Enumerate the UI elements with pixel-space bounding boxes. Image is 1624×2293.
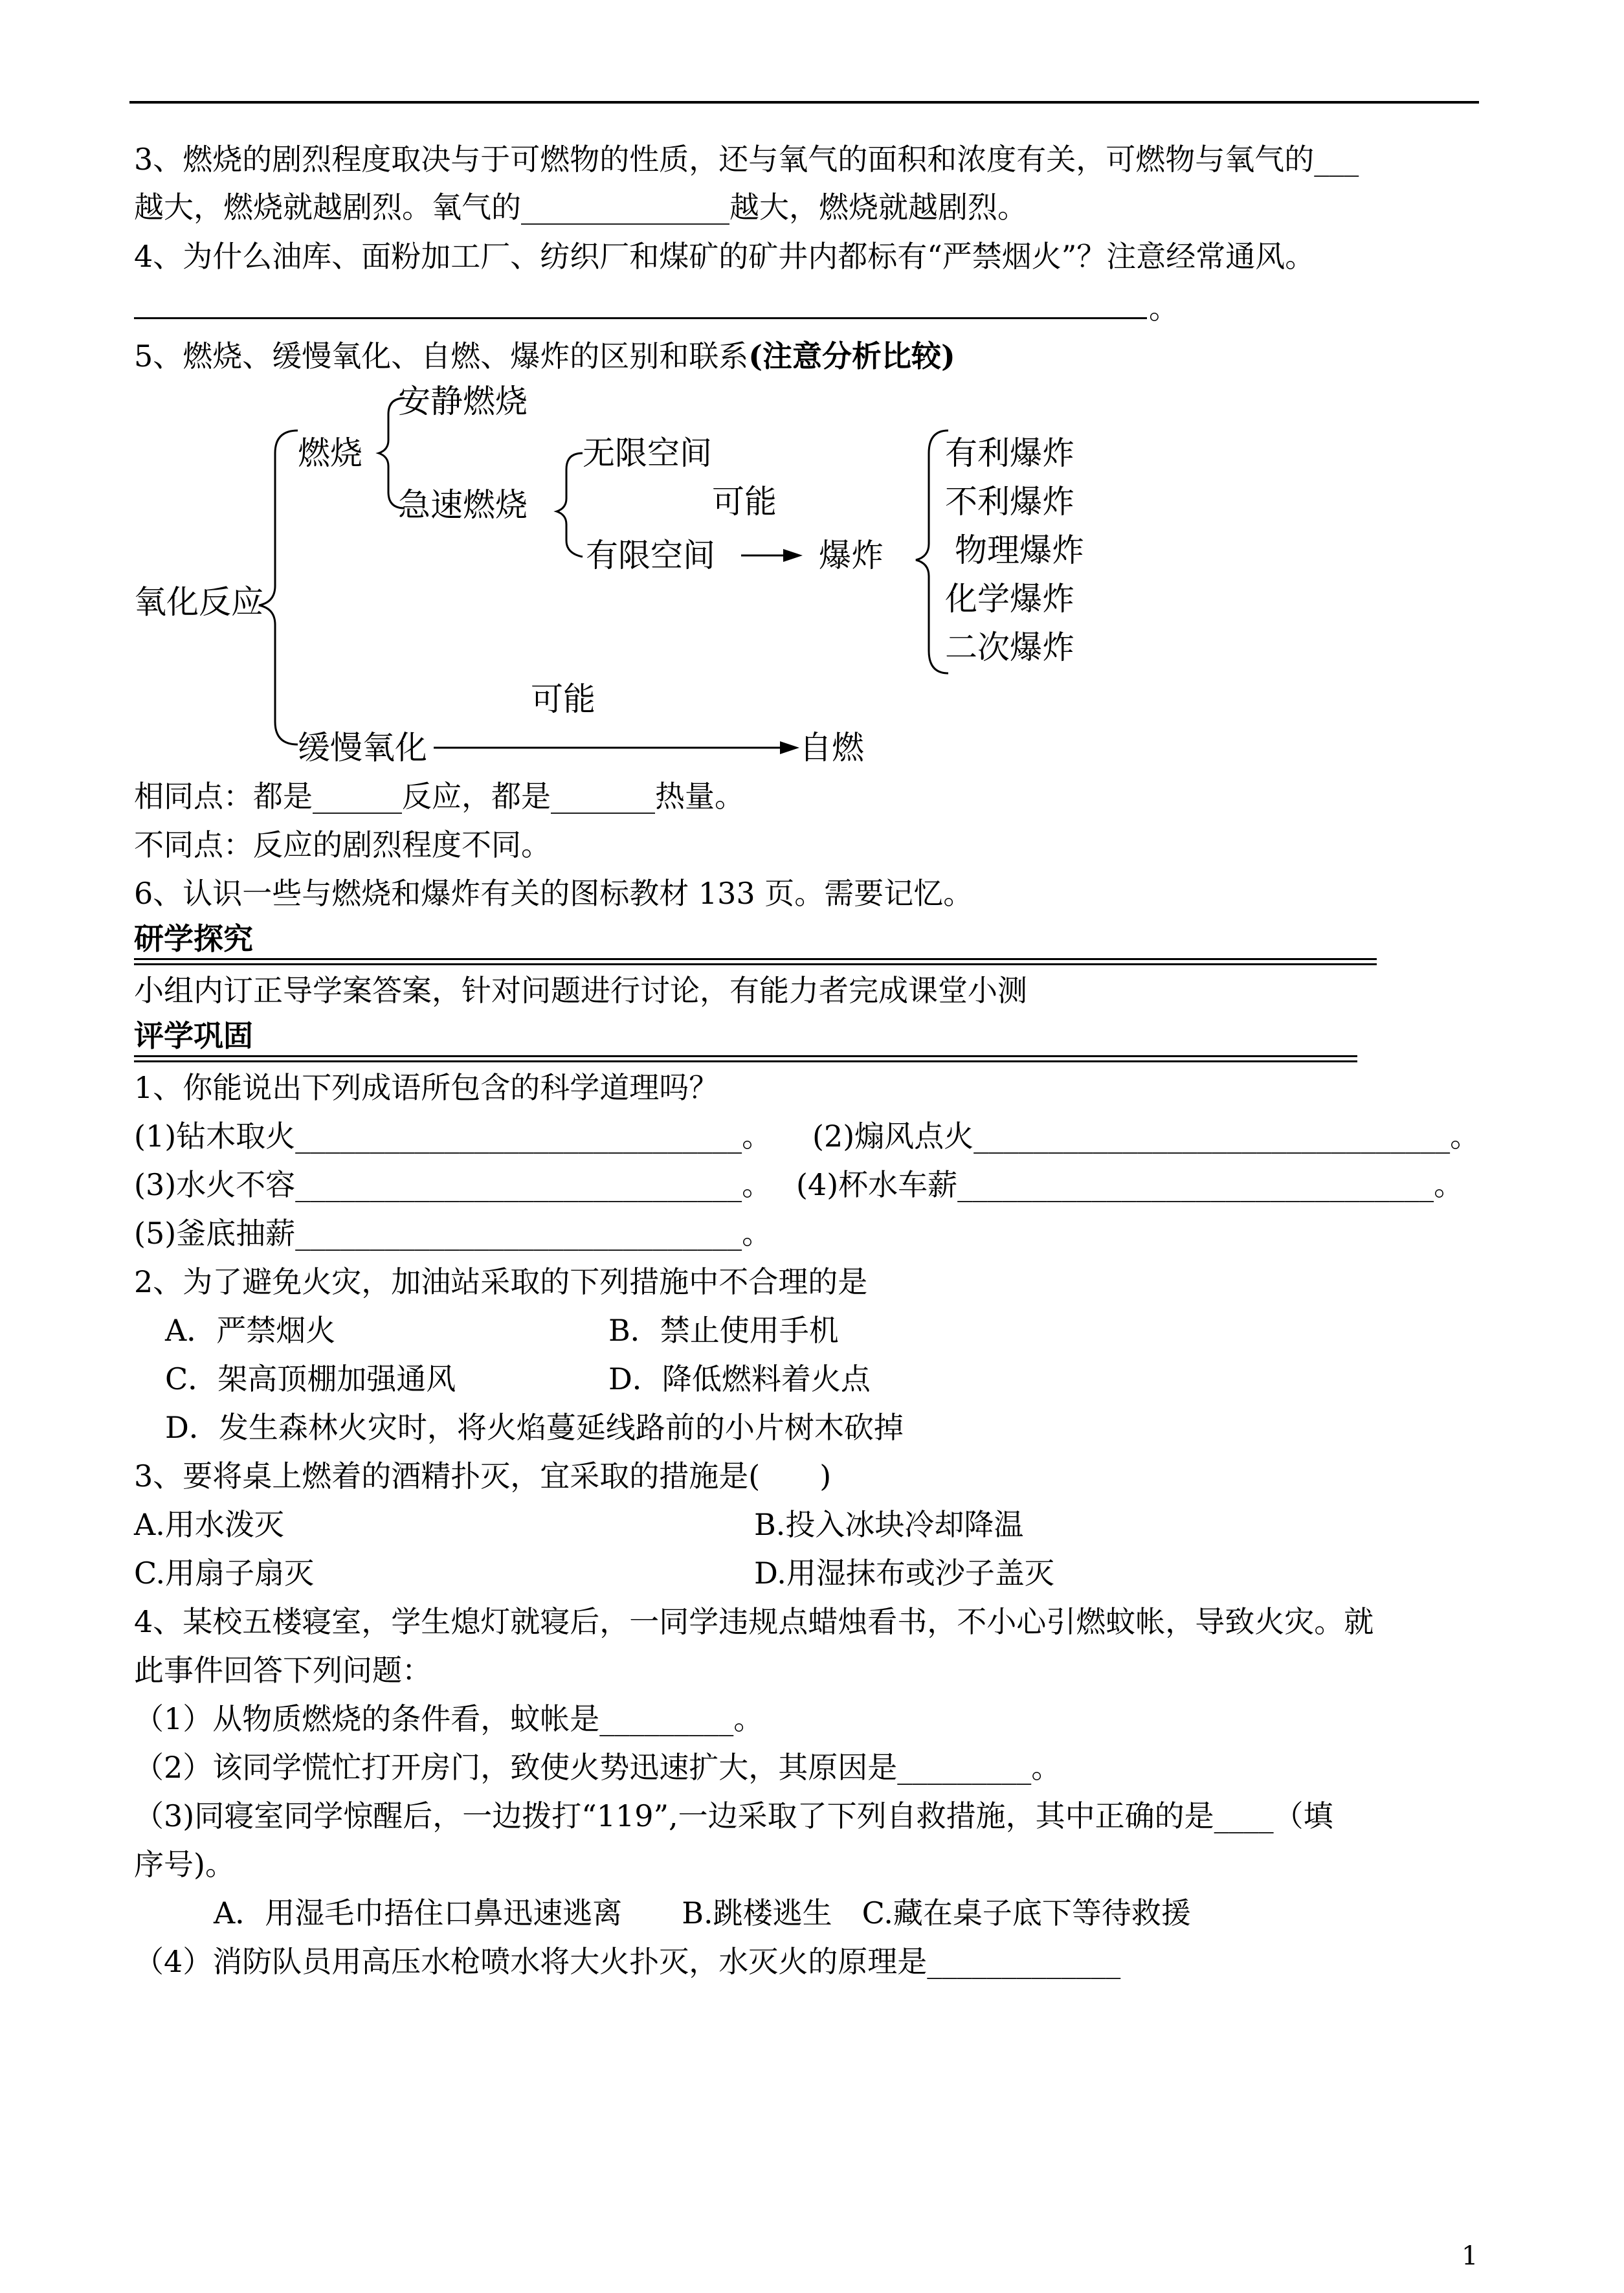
section-review-rule-1 [134,1055,1357,1057]
exercise-4-part-3b: 序号)。 [134,1847,235,1882]
exercise-2-option-c: C．架高顶棚加强通风 [165,1361,456,1396]
question-3-line-1: 3、燃烧的剧烈程度取决与于可燃物的性质，还与氧气的面积和浓度有关，可燃物与氧气的___ [134,142,1359,177]
section-research-text: 小组内订正导学案答案，针对问题进行讨论，有能力者完成课堂小测 [134,973,1027,1008]
exercise-1-item-2: (2)煽风点火________________________________。 [812,1119,1480,1154]
exercise-3-stem: 3、要将桌上燃着的酒精扑灭，宜采取的措施是( ) [134,1459,832,1493]
diagram-explosion: 爆炸 [819,537,884,574]
section-research-title: 研学探究 [134,921,253,956]
header-rule [129,101,1479,104]
brace-rapid [557,453,583,557]
brace-explosion-types [916,431,948,673]
diagram-oxidation: 氧化反应 [134,583,263,621]
exercise-4-part-2: （2）该同学慌忙打开房门，致使火势迅速扩大，其原因是_________。 [134,1750,1062,1785]
question-4-line-1: 4、为什么油库、面粉加工厂、纺织厂和煤矿的矿井内都标有“严禁烟火”？注意经常通风。 [134,239,1315,274]
question-5-heading-text: 5、燃烧、缓慢氧化、自燃、爆炸的区别和联系 [134,339,749,374]
exercise-4-part-1: （1）从物质燃烧的条件看，蚊帐是_________。 [134,1701,764,1736]
diagram-type-4: 化学爆炸 [945,580,1074,618]
question-6: 6、认识一些与燃烧和爆炸有关的图标教材 133 页。需要记忆。 [134,876,973,911]
question-5-heading [134,337,955,375]
exercise-3-option-d: D.用湿抹布或沙子盖灭 [754,1556,1054,1591]
question-5-heading-note: (注意分析比较) [748,339,955,374]
question-3-line-2: 越大，燃烧就越剧烈。氧气的______________越大，燃烧就越剧烈。 [134,190,1027,225]
question-4-answer-line [134,317,1147,319]
exercise-4-part-3-options: A．用湿毛巾捂住口鼻迅速逃离 B.跳楼逃生 C.藏在桌子底下等待救援 [214,1896,1191,1930]
exercise-4-stem-1: 4、某校五楼寝室，学生熄灯就寝后，一同学违规点蜡烛看书，不小心引燃蚊帐，导致火灾。就 [134,1604,1374,1639]
arrowhead-spontaneous [780,741,799,754]
section-review-rule-2 [134,1060,1357,1062]
diagram-type-1: 有利爆炸 [945,434,1074,472]
diagram-possible-1: 可能 [712,483,777,520]
section-review-title: 评学巩固 [134,1018,253,1053]
exercise-4-part-3a: （3)同寝室同学惊醒后，一边拨打“119”,一边采取了下列自救措施，其中正确的是____（填 [134,1798,1333,1833]
arrowhead-explosion [783,549,803,562]
diagram-spontaneous: 自燃 [799,729,864,766]
exercise-2-option-b: B．禁止使用手机 [608,1313,839,1348]
exercise-3-option-a: A.用水泼灭 [134,1507,284,1542]
exercise-1-stem: 1、你能说出下列成语所包含的科学道理吗？ [134,1070,719,1105]
diagram-combustion: 燃烧 [298,434,362,472]
same-points: 相同点：都是______反应，都是_______热量。 [134,779,744,814]
question-4-line-2-end: 。 [1149,291,1179,326]
page-number: 1 [1462,2241,1478,2271]
section-research-rule-1 [134,958,1377,960]
exercise-2-option-d1: D．降低燃料着火点 [608,1361,871,1396]
exercise-3-option-c: C.用扇子扇灭 [134,1556,315,1591]
diagram-limited: 有限空间 [586,537,715,574]
exercise-3-option-b: B.投入冰块冷却降温 [754,1507,1024,1542]
exercise-2-option-a: A．严禁烟火 [165,1313,336,1348]
exercise-1-item-4: (4)杯水车薪________________________________。 [796,1167,1464,1202]
exercise-1-item-3: (3)水火不容______________________________。 [134,1167,772,1202]
diagram-slow: 缓慢氧化 [298,729,427,766]
different-points: 不同点：反应的剧烈程度不同。 [134,827,551,862]
exercise-4-stem-2: 此事件回答下列问题： [134,1653,432,1688]
exercise-2-option-d2: D．发生森林火灾时，将火焰蔓延线路前的小片树木砍掉 [165,1410,904,1445]
brace-oxidation [259,431,298,744]
exercise-1-item-1: (1)钻木取火______________________________。 [134,1119,772,1154]
diagram-type-2: 不利爆炸 [945,483,1074,520]
exercise-2-stem: 2、为了避免火灾，加油站采取的下列措施中不合理的是 [134,1264,868,1299]
diagram-type-3: 物理爆炸 [955,531,1084,569]
diagram-rapid: 急速燃烧 [398,486,528,524]
exercise-4-part-4: （4）消防队员用高压水枪喷水将大火扑灭，水灭火的原理是_____________ [134,1944,1121,1979]
exercise-1-item-5: (5)釜底抽薪______________________________。 [134,1216,772,1251]
diagram-type-5: 二次爆炸 [945,629,1074,666]
section-research-rule-2 [134,963,1377,965]
diagram-quiet: 安静燃烧 [398,383,528,420]
diagram-unlimited: 无限空间 [583,434,712,472]
diagram-possible-2: 可能 [531,680,595,718]
